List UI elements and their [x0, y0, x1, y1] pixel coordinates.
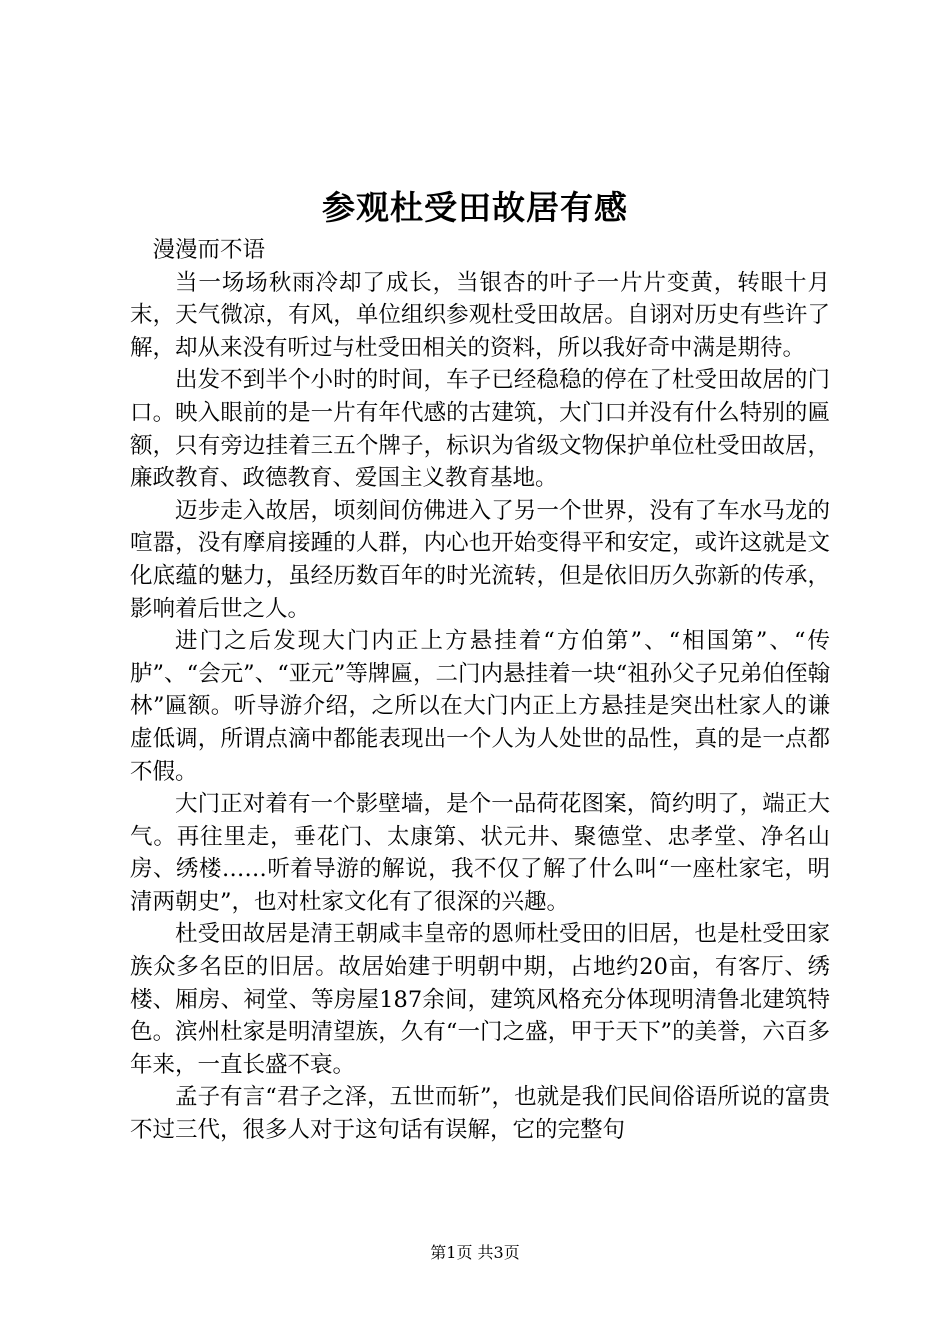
paragraph: 出发不到半个小时的时间，车子已经稳稳的停在了杜受田故居的门口。映入眼前的是一片有年代感的古建筑，大门口并没有什么特别的匾额，只有旁边挂着三五个牌子，标识为省级文物保护单位杜受田故居，廉政教育、政德教育、爱国主义教育基地。 [130, 367, 830, 492]
paragraph: 大门正对着有一个影壁墙，是个一品荷花图案，简约明了，端正大气。再往里走，垂花门、太康第、状元井、聚德堂、忠孝堂、净名山房、绣楼……听着导游的解说，我不仅了解了什么叫“一座杜家宅，明清两朝史”，也对杜家文化有了很深的兴趣。 [130, 791, 830, 915]
paragraph: 迈步走入故居，顷刻间仿佛进入了另一个世界，没有了车水马龙的喧嚣，没有摩肩接踵的人群，内心也开始变得平和安定，或许这就是文化底蕴的魅力，虽经历数百年的时光流转，但是依旧历久弥新的传承，影响着后世之人。 [130, 497, 830, 622]
paragraph: 杜受田故居是清王朝咸丰皇帝的恩师杜受田的旧居，也是杜受田家族众多名臣的旧居。故居始建于明朝中期，占地约20亩，有客厅、绣楼、厢房、祠堂、等房屋187余间，建筑风格充分体现明清鲁北建筑特色。滨州杜家是明清望族，久有“一门之盛，甲于天下”的美誉，六百多年来，一直长盛不衰。 [130, 921, 830, 1078]
page-number-footer: 第1页 共3页 [430, 1243, 520, 1262]
paragraph: 进门之后发现大门内正上方悬挂着“方伯第”、“相国第”、“传胪”、“会元”、“亚元”等牌匾，二门内悬挂着一块“祖孙父子兄弟伯侄翰林”匾额。听导游介绍，之所以在大门内正上方悬挂是突出杜家人的谦虚低调，所谓点滴中都能表现出一个人为人处世的品性，真的是一点都不假。 [130, 628, 830, 785]
document-title: 参观杜受田故居有感 [322, 188, 628, 227]
document-subtitle: 漫漫而不语 [152, 237, 266, 263]
paragraph: 孟子有言“君子之泽，五世而斩”，也就是我们民间俗语所说的富贵不过三代，很多人对于这句话有误解，它的完整句 [130, 1084, 830, 1144]
document-body [130, 234, 830, 1147]
paragraph: 当一场场秋雨冷却了成长，当银杏的叶子一片片变黄，转眼十月末，天气微凉，有风，单位组织参观杜受田故居。自诩对历史有些许了解，却从来没有听过与杜受田相关的资料，所以我好奇中满是期待。 [130, 269, 830, 361]
